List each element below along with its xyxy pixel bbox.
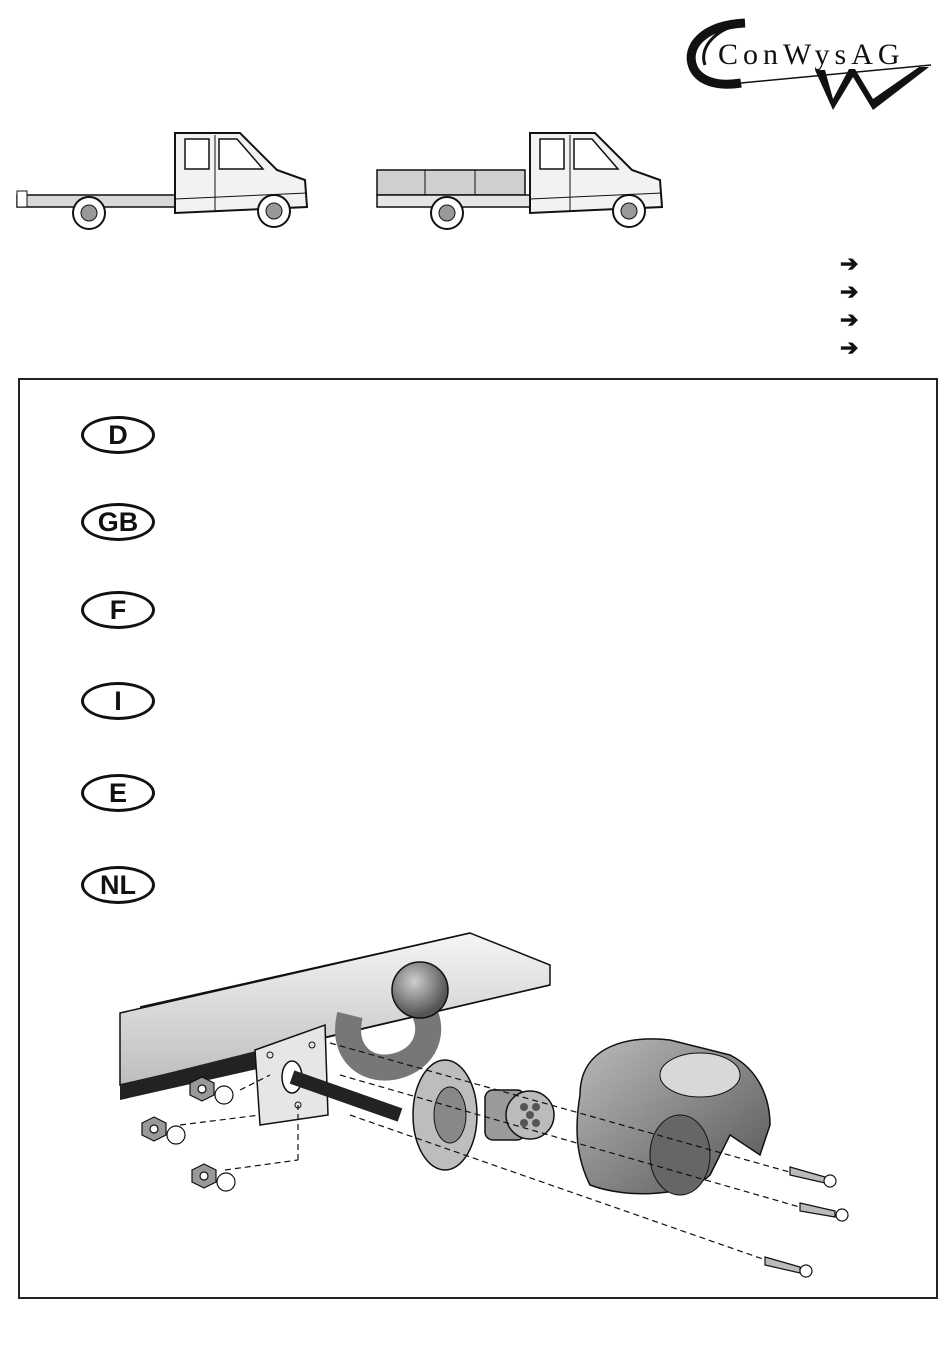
language-badge-d: D [81,416,155,454]
tow-bar-socket-assembly-icon [110,925,870,1285]
arrow-right-icon: ➔ [840,335,859,360]
language-badge-f: F [81,591,155,629]
arrow-list [840,250,870,362]
language-badge-nl: NL [81,866,155,904]
language-badge-gb: GB [81,503,155,541]
flatbed-truck-icon [375,125,675,235]
language-badge-e: E [81,774,155,812]
logo-wordmark: ConWysAG [718,38,905,71]
arrow-right-icon: ➔ [840,251,859,276]
language-badge-i: I [81,682,155,720]
arrow-right-icon: ➔ [840,279,859,304]
arrow-right-icon: ➔ [840,307,859,332]
chassis-cab-truck-icon [15,125,315,235]
